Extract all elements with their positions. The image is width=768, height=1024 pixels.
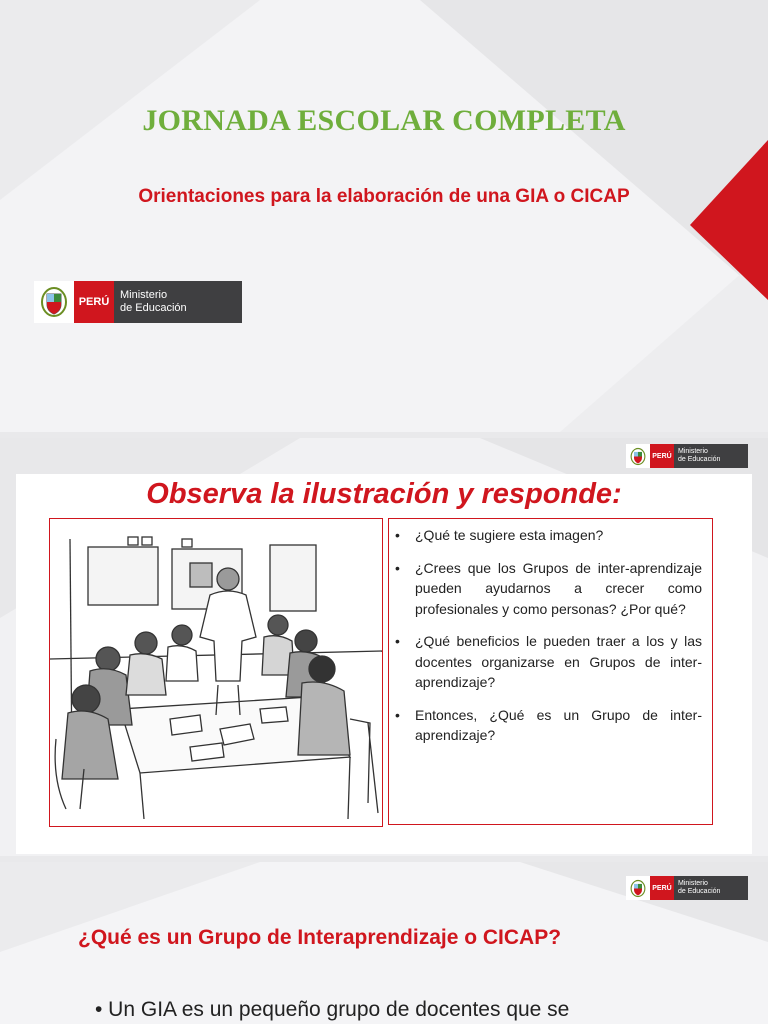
- illustration-frame: [49, 518, 383, 827]
- title-slide: [0, 0, 768, 432]
- ministry-name: [114, 281, 242, 323]
- list-item: [395, 631, 702, 693]
- teachers-meeting-illustration: [50, 519, 382, 826]
- question-text: ¿Crees que los Grupos de inter-aprendizaje pueden ayudarnos a crecer como profesionales y como personas? ¿Por qué?: [415, 559, 702, 617]
- questions-box: [388, 518, 713, 825]
- coat-of-arms-icon: [626, 876, 650, 900]
- list-item: [395, 705, 702, 746]
- bullet: •: [395, 633, 400, 649]
- ministry-line-1: Ministerio: [678, 879, 708, 887]
- slide-heading: ¿Qué es un Grupo de Interaprendizaje o CICAP?: [78, 926, 562, 949]
- question-slide: [0, 438, 768, 856]
- definition-slide: [0, 862, 768, 1024]
- background-facets: [0, 0, 768, 432]
- question-text: ¿Qué beneficios le pueden traer a los y las docentes organizarse en Grupos de inter-aprendizaje?: [415, 633, 702, 690]
- peru-label: PERÚ: [650, 876, 674, 900]
- ministry-name: [674, 444, 748, 468]
- peru-label: PERÚ: [74, 281, 114, 323]
- ministry-logo: [626, 444, 748, 468]
- list-item: [395, 525, 702, 546]
- slide-title: JORNADA ESCOLAR COMPLETA: [142, 104, 626, 137]
- ministry-name: [674, 876, 748, 900]
- bullet: •: [395, 559, 400, 576]
- slide-subtitle: Orientaciones para la elaboración de una GIA o CICAP: [138, 186, 630, 207]
- ministry-line-1: Ministerio: [678, 447, 708, 455]
- ministry-line-2: de Educación: [678, 456, 721, 463]
- peru-label: PERÚ: [650, 444, 674, 468]
- coat-of-arms-icon: [626, 444, 650, 468]
- ministry-line-2: de Educación: [120, 302, 187, 314]
- ministry-logo: [626, 876, 748, 900]
- bullet: •: [395, 527, 400, 543]
- ministry-line-1: Ministerio: [120, 289, 168, 302]
- question-text: ¿Qué te sugiere esta imagen?: [415, 527, 604, 543]
- slide-heading: Observa la ilustración y responde:: [146, 478, 622, 510]
- coat-of-arms-icon: [34, 281, 74, 323]
- bullet: •: [395, 706, 400, 723]
- ministry-logo: [34, 281, 242, 323]
- ministry-line-2: de Educación: [678, 888, 721, 895]
- definition-bullet: • Un GIA es un pequeño grupo de docentes que se: [95, 998, 570, 1021]
- question-text: Entonces, ¿Qué es un Grupo de inter-aprendizaje?: [415, 706, 702, 743]
- list-item: [395, 558, 702, 620]
- question-list: [395, 525, 702, 746]
